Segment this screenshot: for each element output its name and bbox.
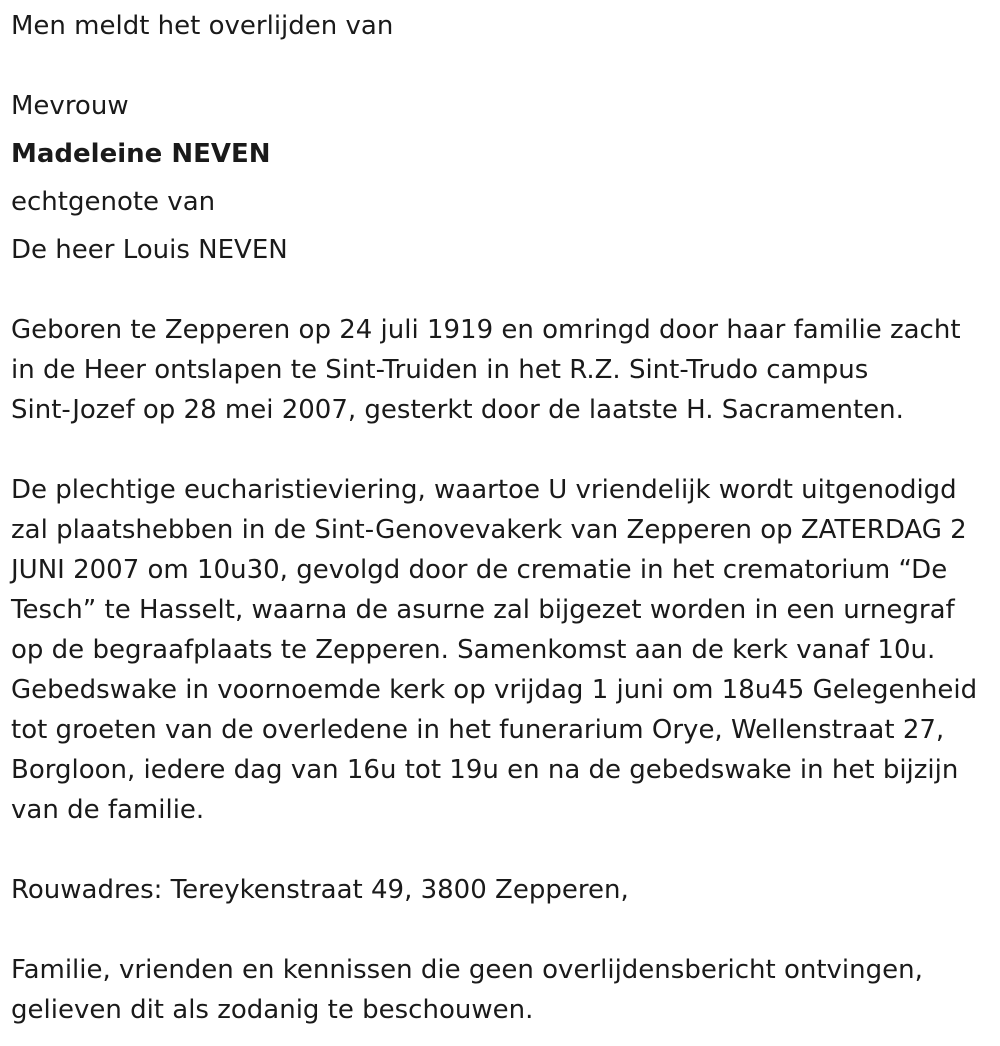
spouse-name: De heer Louis NEVEN xyxy=(11,235,288,265)
spacer xyxy=(11,54,991,86)
title-text: Mevrouw xyxy=(11,91,129,121)
closing-line: gelieven dit als zodanig te beschouwen. xyxy=(11,995,534,1025)
birth-line: Sint-Jozef op 28 mei 2007, gesterkt door de laatste H. Sacramenten. xyxy=(11,395,904,425)
birth-paragraph xyxy=(11,310,991,430)
death-notice xyxy=(11,6,991,1030)
closing-line: Familie, vrienden en kennissen die geen overlijdensbericht ontvingen, xyxy=(11,955,923,985)
ceremony-paragraph xyxy=(11,470,991,830)
spacer xyxy=(11,830,991,870)
spacer xyxy=(11,910,991,950)
birth-line: in de Heer ontslapen te Sint-Truiden in het R.Z. Sint-Trudo campus xyxy=(11,355,869,385)
intro-text: Men meldt het overlijden van xyxy=(11,11,394,41)
deceased-name: Madeleine NEVEN xyxy=(11,139,271,169)
relation-text: echtgenote van xyxy=(11,187,216,217)
ceremony-line: Gebedswake in voornoemde kerk op vrijdag 1 juni om 18u45 Gelegenheid xyxy=(11,675,978,705)
address-paragraph xyxy=(11,870,991,910)
ceremony-line: Tesch” te Hasselt, waarna de asurne zal bijgezet worden in een urnegraf xyxy=(11,595,955,625)
spacer xyxy=(11,430,991,470)
address-line: Rouwadres: Tereykenstraat 49, 3800 Zepperen, xyxy=(11,875,629,905)
birth-line: Geboren te Zepperen op 24 juli 1919 en omringd door haar familie zacht xyxy=(11,315,961,345)
ceremony-line: tot groeten van de overledene in het funerarium Orye, Wellenstraat 27, xyxy=(11,715,945,745)
ceremony-line: van de familie. xyxy=(11,795,205,825)
spacer xyxy=(11,278,991,310)
ceremony-line: JUNI 2007 om 10u30, gevolgd door de crematie in het crematorium “De xyxy=(11,555,948,585)
ceremony-line: De plechtige eucharistieviering, waartoe U vriendelijk wordt uitgenodigd xyxy=(11,475,957,505)
closing-paragraph xyxy=(11,950,991,1030)
ceremony-line: zal plaatshebben in de Sint-Genovevakerk van Zepperen op ZATERDAG 2 xyxy=(11,515,967,545)
ceremony-line: Borgloon, iedere dag van 16u tot 19u en na de gebedswake in het bijzijn xyxy=(11,755,959,785)
ceremony-line: op de begraafplaats te Zepperen. Samenkomst aan de kerk vanaf 10u. xyxy=(11,635,936,665)
